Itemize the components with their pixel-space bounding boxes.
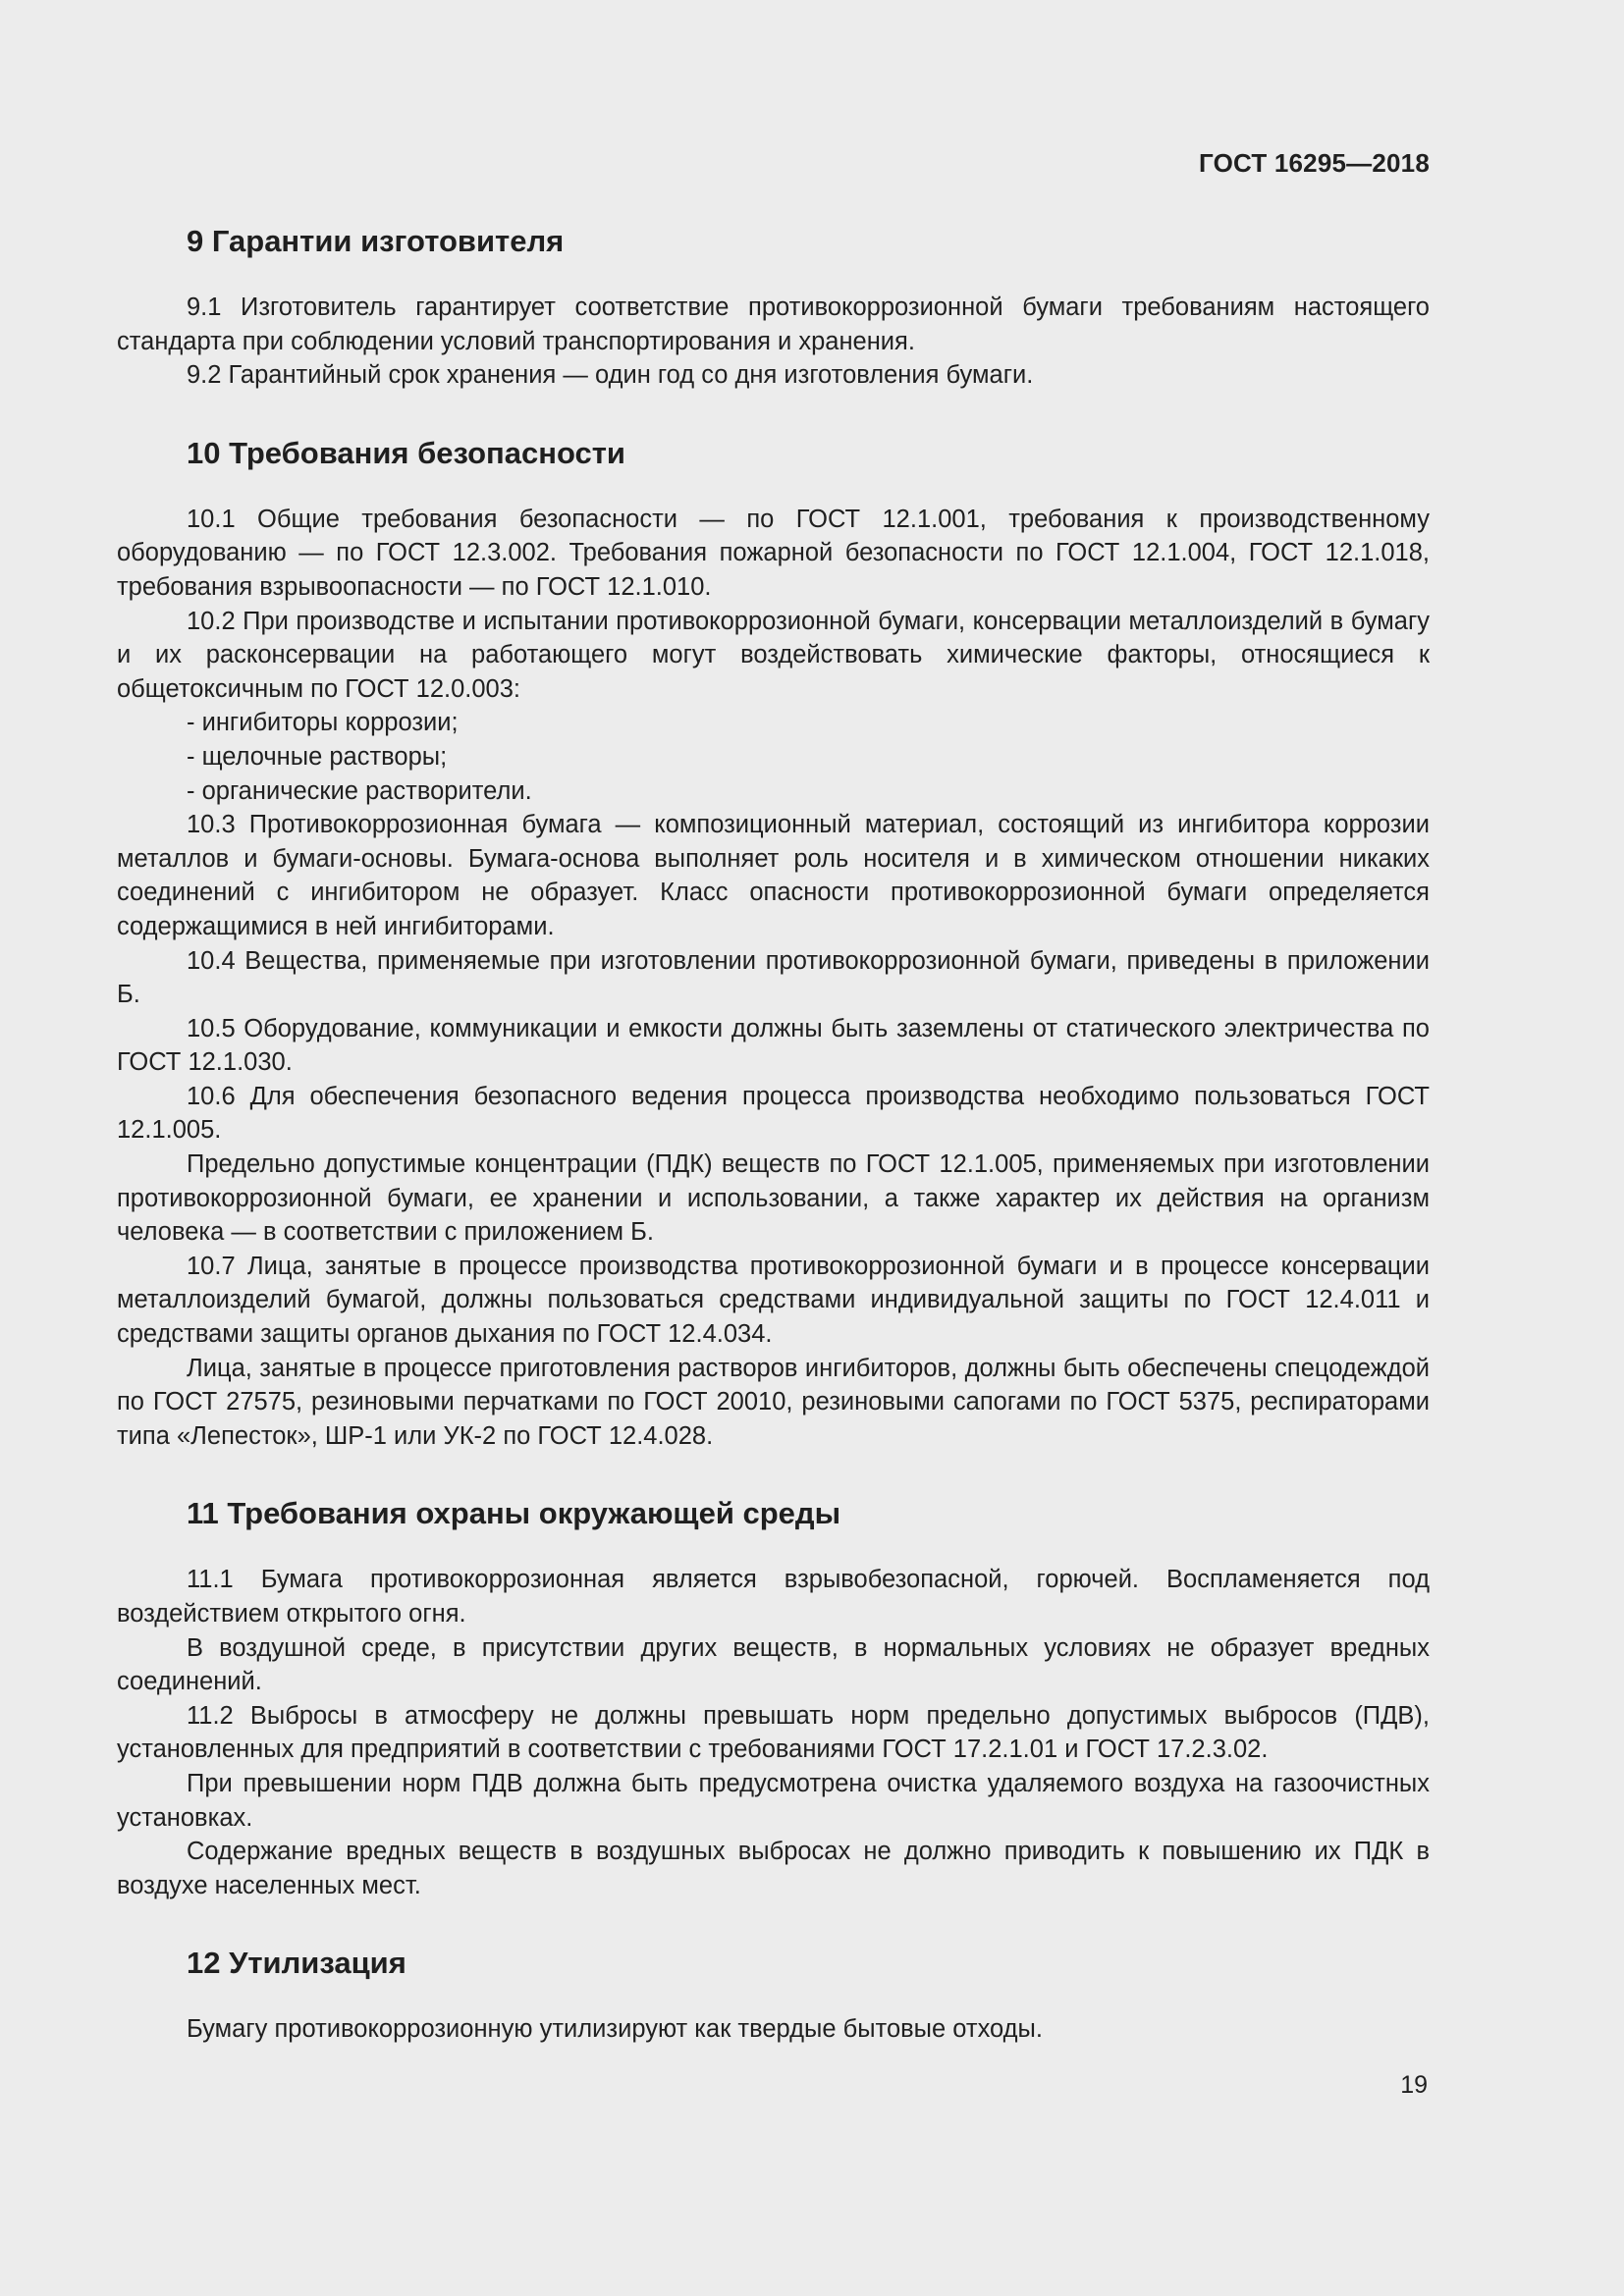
paragraph-10-2: 10.2 При производстве и испытании противокоррозионной бумаги, консервации металлоизделий в бумагу и их расконсервации на работающего могут воздействовать химические факторы, относящиеся к общетоксичным по ГОСТ 12.0.003: xyxy=(117,607,1430,703)
paragraph-10-5: 10.5 Оборудование, коммуникации и емкости должны быть заземлены от статического электричества по ГОСТ 12.1.030. xyxy=(117,1014,1430,1077)
page-number: 19 xyxy=(1400,2071,1428,2099)
document-code-header: ГОСТ 16295—2018 xyxy=(1199,148,1430,178)
list-item-inhibitors: - ингибиторы коррозии; xyxy=(187,709,459,737)
paragraph-11-2-content: Содержание вредных веществ в воздушных выбросах не должно приводить к повышению их ПДК в воздухе населенных мест. xyxy=(117,1838,1430,1899)
paragraph-10-1: 10.1 Общие требования безопасности — по ГОСТ 12.1.001, требования к производственному оборудованию — по ГОСТ 12.3.002. Требования пожарной безопасности по ГОСТ 12.1.004, ГОСТ 12.1.018, требования взрывоопасности — по ГОСТ 12.1.010. xyxy=(117,505,1430,601)
section-disposal xyxy=(117,1944,1430,2047)
section-title: 10 Требования безопасности xyxy=(187,435,625,470)
document-body xyxy=(117,222,1430,2047)
section-safety-requirements xyxy=(117,434,1430,1454)
paragraph-10-6-pdk: Предельно допустимые концентрации (ПДК) веществ по ГОСТ 12.1.005, применяемых при изготовлении противокоррозионной бумаги, ее хранении и использовании, а также характер их действия на организм человека — в соответствии с приложением Б. xyxy=(117,1150,1430,1247)
section-manufacturer-warranty xyxy=(117,222,1430,393)
paragraph-10-7: 10.7 Лица, занятые в процессе производства противокоррозионной бумаги и в процессе консервации металлоизделий бумагой, должны пользоваться средствами индивидуальной защиты по ГОСТ 12.4.011 и средствами защиты органов дыхания по ГОСТ 12.4.034. xyxy=(117,1252,1430,1349)
paragraph-9-1: 9.1 Изготовитель гарантирует соответствие противокоррозионной бумаги требованиям настоящего стандарта при соблюдении условий транспортирования и хранения. xyxy=(117,294,1430,355)
paragraph-11-2: 11.2 Выбросы в атмосферу не должны превышать норм предельно допустимых выбросов (ПДВ), установленных для предприятий в соответствии с требованиями ГОСТ 17.2.1.01 и ГОСТ 17.2.3.02. xyxy=(117,1701,1430,1764)
paragraph-10-4: 10.4 Вещества, применяемые при изготовлении противокоррозионной бумаги, приведены в приложении Б. xyxy=(117,946,1430,1009)
section-title: 12 Утилизация xyxy=(187,1946,406,1981)
paragraph-10-3: 10.3 Противокоррозионная бумага — композиционный материал, состоящий из ингибитора коррозии металлов и бумаги-основы. Бумага-основа выполняет роль носителя и в химическом отношении никаких соединений с ингибитором не образует. Класс опасности противокоррозионной бумаги определяется содержащимися в ней ингибиторами. xyxy=(117,811,1430,940)
section-environmental-protection xyxy=(117,1494,1430,1902)
paragraph-11-1: 11.1 Бумага противокоррозионная является взрывобезопасной, горючей. Воспламеняется под воздействием открытого огня. xyxy=(117,1566,1430,1628)
section-title: 11 Требования охраны окружающей среды xyxy=(187,1496,841,1531)
paragraph-10-6: 10.6 Для обеспечения безопасного ведения процесса производства необходимо пользоваться ГОСТ 12.1.005. xyxy=(117,1082,1430,1145)
paragraph-9-2: 9.2 Гарантийный срок хранения — один год со дня изготовления бумаги. xyxy=(187,361,1034,390)
paragraph-11-1-air: В воздушной среде, в присутствии других веществ, в нормальных условиях не образует вредных соединений. xyxy=(117,1633,1430,1696)
paragraph-12: Бумагу противокоррозионную утилизируют как твердые бытовые отходы. xyxy=(187,2015,1043,2044)
paragraph-10-7-workwear: Лица, занятые в процессе приготовления растворов ингибиторов, должны быть обеспечены спецодеждой по ГОСТ 27575, резиновыми перчатками по ГОСТ 20010, резиновыми сапогами по ГОСТ 5375, респираторами типа «Лепесток», ШР-1 или УК-2 по ГОСТ 12.4.028. xyxy=(117,1354,1430,1450)
section-title: 9 Гарантии изготовителя xyxy=(187,224,565,258)
list-item-alkaline-solutions: - щелочные растворы; xyxy=(187,742,448,771)
list-item-organic-solvents: - органические растворители. xyxy=(187,776,532,805)
paragraph-11-2-cleaning: При превышении норм ПДВ должна быть предусмотрена очистка удаляемого воздуха на газоочистных установках. xyxy=(117,1769,1430,1832)
